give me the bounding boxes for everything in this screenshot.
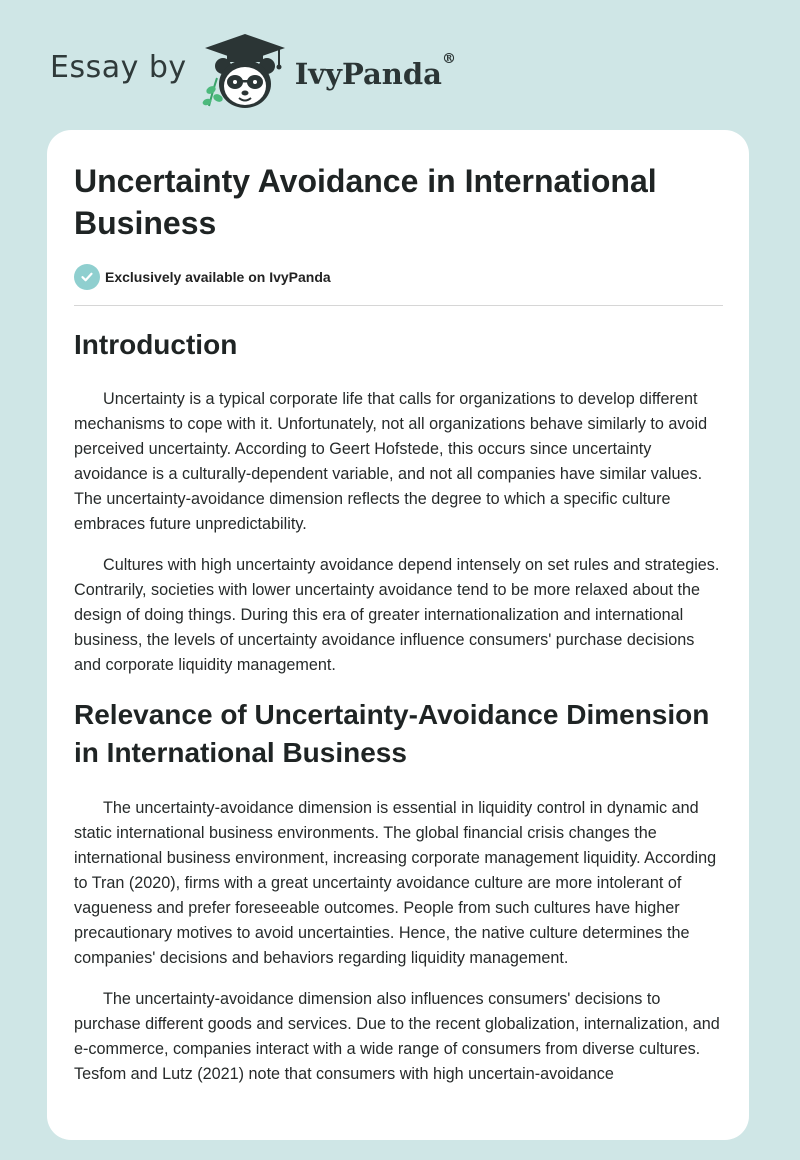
paragraph: The uncertainty-avoidance dimension also influences consumers' decisions to purchase different goods and services. Due to the recent globalization, internalization, and e-commerce, companies interact with a wide range of consumers from diverse cultures. Tesfom and Lutz (2021) note that consumers with high uncertain-avoidance <box>74 990 720 1083</box>
title-divider <box>74 305 723 306</box>
paragraph: Cultures with high uncertainty avoidance depend intensely on set rules and strategies. Contrarily, societies with lower uncertainty avoidance tend to be more relaxed about the design of doing things. During this era of greater internationalization and international business, the levels of uncertainty avoidance influence consumers' purchase decisions and corporate liquidity management. <box>74 556 720 674</box>
panda-graduate-logo-icon <box>199 32 291 112</box>
brand-header[interactable] <box>50 32 456 112</box>
paragraph: Uncertainty is a typical corporate life that calls for organizations to develop different mechanisms to cope with it. Unfortunately, not all organizations behave similarly to avoid perceived uncertainty. According to Geert Hofstede, this occurs since uncertainty avoidance is a culturally-dependent variable, and not all companies have similar values. The uncertainty-avoidance dimension reflects the degree to which a specific culture embraces future unpredictability. <box>74 390 708 533</box>
article-title: Uncertainty Avoidance in International Business <box>74 163 657 241</box>
brand-name-text: IvyPanda <box>294 57 442 91</box>
brand-prefix: Essay by <box>50 49 187 85</box>
exclusive-badge-text: Exclusively available on IvyPanda <box>105 269 331 285</box>
exclusive-badge <box>74 262 723 292</box>
brand-name <box>294 51 456 91</box>
section-heading-introduction: Introduction <box>74 329 238 360</box>
article-card <box>47 130 749 1140</box>
section-heading-relevance: Relevance of Uncertainty-Avoidance Dimension in International Business <box>74 699 710 768</box>
registered-mark: ® <box>441 51 456 67</box>
check-circle-icon <box>74 264 100 290</box>
paragraph: The uncertainty-avoidance dimension is essential in liquidity control in dynamic and static international business environments. The global financial crisis changes the international business environment, increasing corporate management liquidity. According to Tran (2020), firms with a great uncertainty avoidance culture are more intolerant of vagueness and prefer foreseeable outcomes. People from such cultures have higher precautionary motives to avoid uncertainties. Hence, the native culture determines the companies' decisions and behaviors regarding liquidity management. <box>74 799 717 967</box>
